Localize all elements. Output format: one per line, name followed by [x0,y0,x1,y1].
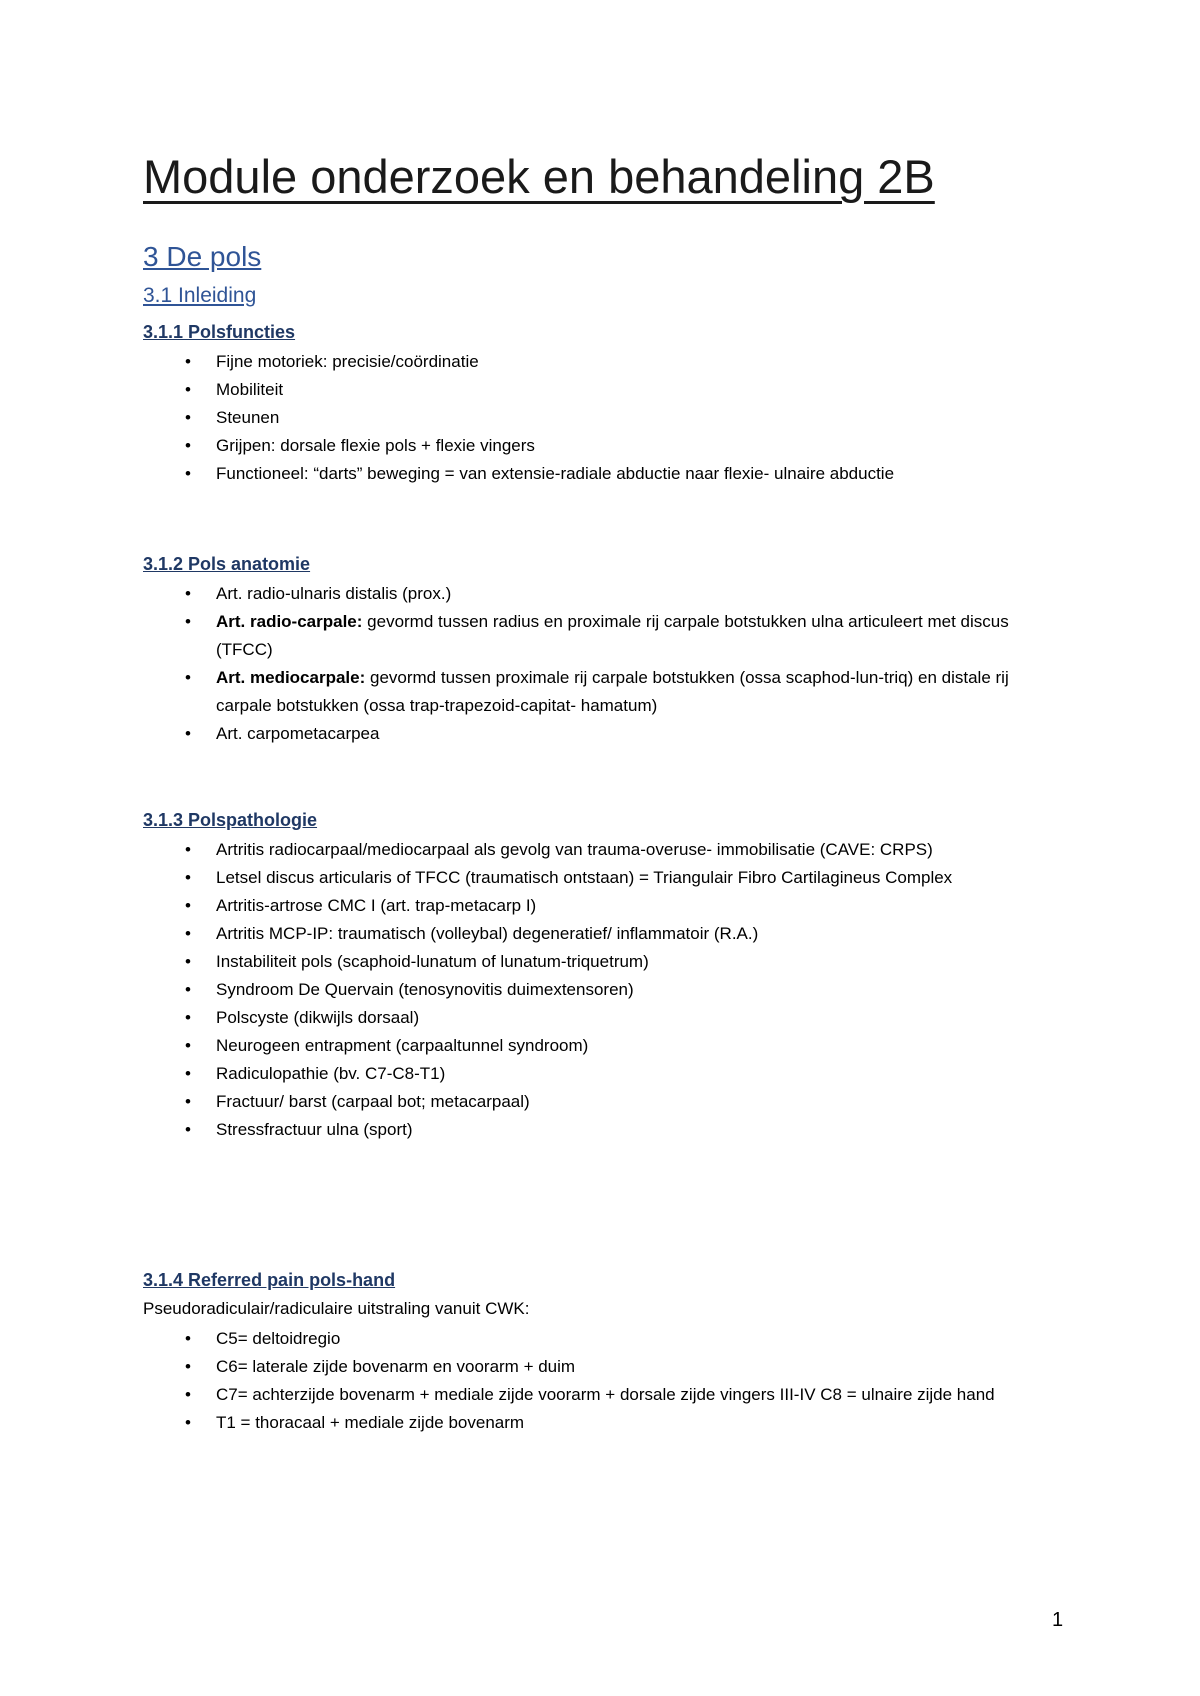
list-item: • T1 = thoracaal + mediale zijde bovenarm [143,1409,1068,1437]
bullet-icon: • [185,924,191,943]
list-item: • C5= deltoidregio [143,1325,1068,1353]
document-title: Module onderzoek en behandeling 2B [143,150,935,203]
list-item: • Neurogeen entrapment (carpaaltunnel syndroom) [143,1032,1068,1060]
list-item: • Stressfractuur ulna (sport) [143,1116,1068,1144]
list-item: • Art. carpometacarpea [143,720,1068,748]
list-item: • Instabiliteit pols (scaphoid-lunatum of lunatum-triquetrum) [143,948,1068,976]
bullet-icon: • [185,464,191,483]
chapter-heading: 3 De pols [143,241,262,272]
bullet-icon: • [185,724,191,743]
bullet-icon: • [185,840,191,859]
list-item: • Grijpen: dorsale flexie pols + flexie vingers [143,432,1068,460]
bullet-icon: • [185,952,191,971]
list-item: • Steunen [143,404,1068,432]
section-heading: 3.1 Inleiding [143,284,257,307]
list-item: • Artritis-artrose CMC I (art. trap-metacarp I) [143,892,1068,920]
bullet-icon: • [185,380,191,399]
bullet-icon: • [185,1385,191,1404]
list-item: • Syndroom De Quervain (tenosynovitis duimextensoren) [143,976,1068,1004]
list-item: • Fractuur/ barst (carpaal bot; metacarpaal) [143,1088,1068,1116]
subsection-heading-polsfuncties: 3.1.1 Polsfuncties [143,322,296,342]
list-item: • Mobiliteit [143,376,1068,404]
list-item: • Polscyste (dikwijls dorsaal) [143,1004,1068,1032]
bullet-icon: • [185,668,191,687]
bullet-icon: • [185,1120,191,1139]
bullet-icon: • [185,612,191,631]
bullet-icon: • [185,408,191,427]
list-item: • Functioneel: “darts” beweging = van extensie-radiale abductie naar flexie- ulnaire abductie [143,460,1068,488]
list-item: • Art. mediocarpale: gevormd tussen proximale rij carpale botstukken (ossa scaphod-lun-triq) en distale rij carpale botstukken (ossa trap-trapezoid-capitat- hamatum) [143,664,1068,720]
bullet-icon: • [185,1036,191,1055]
referred-pain-list [143,1325,1068,1437]
subsection-heading-polspathologie: 3.1.3 Polspathologie [143,810,318,830]
list-item: • C6= laterale zijde bovenarm en voorarm + duim [143,1353,1068,1381]
list-item: • Art. radio-carpale: gevormd tussen radius en proximale rij carpale botstukken ulna articuleert met discus (TFCC) [143,608,1068,664]
bullet-icon: • [185,1357,191,1376]
list-item: • Artritis MCP-IP: traumatisch (volleybal) degeneratief/ inflammatoir (R.A.) [143,920,1068,948]
bullet-icon: • [185,436,191,455]
list-item: • Fijne motoriek: precisie/coördinatie [143,348,1068,376]
bullet-icon: • [185,1008,191,1027]
polspathologie-list [143,836,1068,1144]
list-item: • Art. radio-ulnaris distalis (prox.) [143,580,1068,608]
pols-anatomie-list [143,580,1068,748]
bullet-icon: • [185,896,191,915]
subsection-heading-referred-pain: 3.1.4 Referred pain pols-hand [143,1270,396,1290]
referred-pain-intro: Pseudoradiculair/radiculaire uitstraling vanuit CWK: [143,1299,530,1318]
list-item: • Letsel discus articularis of TFCC (traumatisch ontstaan) = Triangulair Fibro Cartilagineus Complex [143,864,1068,892]
bullet-icon: • [185,1092,191,1111]
page-number: 1 [1052,1609,1064,1631]
bullet-icon: • [185,1064,191,1083]
bullet-icon: • [185,584,191,603]
bullet-icon: • [185,868,191,887]
bullet-icon: • [185,1413,191,1432]
bullet-icon: • [185,352,191,371]
list-item: • Artritis radiocarpaal/mediocarpaal als gevolg van trauma-overuse- immobilisatie (CAVE: CRPS) [143,836,1068,864]
bullet-icon: • [185,1329,191,1348]
list-item: • C7= achterzijde bovenarm + mediale zijde voorarm + dorsale zijde vingers III-IV C8 = ulnaire zijde hand [143,1381,1068,1409]
bullet-icon: • [185,980,191,999]
subsection-heading-pols-anatomie: 3.1.2 Pols anatomie [143,554,311,574]
list-item: • Radiculopathie (bv. C7-C8-T1) [143,1060,1068,1088]
polsfuncties-list [143,348,1068,488]
